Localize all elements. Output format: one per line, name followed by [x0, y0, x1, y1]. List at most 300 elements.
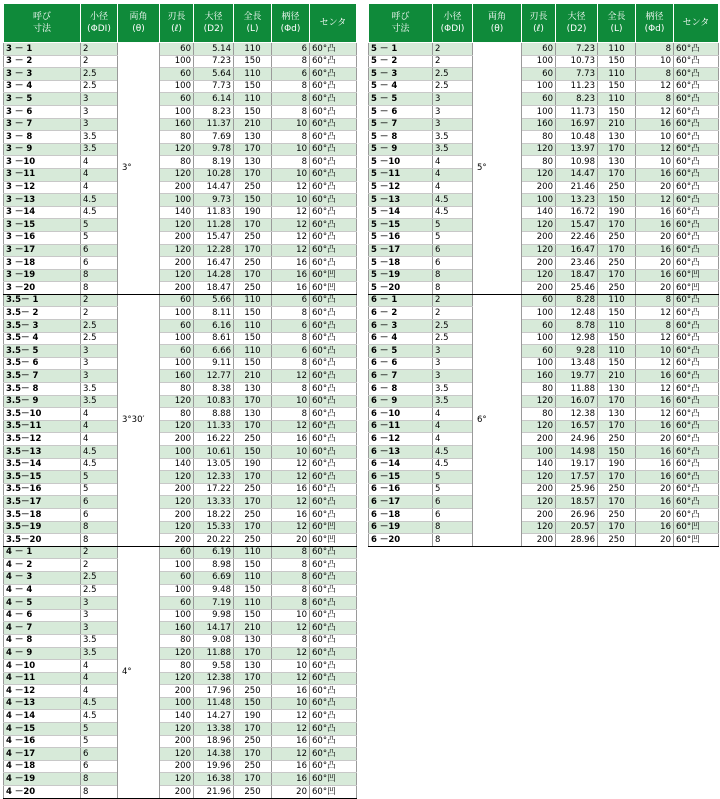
total-length-cell: 110 [234, 345, 272, 358]
center-cell: 60°凸 [310, 496, 357, 509]
total-length-cell: 210 [234, 370, 272, 383]
size-cell: 6 －17 [369, 496, 433, 509]
total-length-cell: 170 [598, 143, 636, 156]
small-diameter-cell: 8 [433, 269, 473, 282]
small-diameter-cell: 2.5 [433, 320, 473, 333]
edge-length-cell: 160 [160, 622, 194, 635]
edge-length-cell: 60 [160, 320, 194, 333]
small-diameter-cell: 8 [81, 269, 118, 282]
edge-length-cell: 80 [160, 383, 194, 396]
edge-length-cell: 200 [522, 508, 556, 521]
small-diameter-cell: 5 [81, 483, 118, 496]
table-row [4, 471, 357, 484]
large-diameter-cell: 10.73 [556, 55, 598, 68]
small-diameter-cell: 2.5 [433, 332, 473, 345]
large-diameter-cell: 9.48 [194, 584, 234, 597]
shank-diameter-cell: 20 [636, 508, 674, 521]
table-row [369, 206, 719, 219]
size-cell: 6 －15 [369, 471, 433, 484]
table-row [369, 320, 719, 333]
large-diameter-cell: 9.78 [194, 143, 234, 156]
center-cell: 60°凸 [674, 194, 719, 207]
small-diameter-cell: 4 [433, 420, 473, 433]
small-diameter-cell: 5 [433, 219, 473, 232]
table-row [4, 345, 357, 358]
size-cell: 6 － 8 [369, 383, 433, 396]
large-diameter-cell: 12.28 [194, 244, 234, 257]
large-diameter-cell: 8.61 [194, 332, 234, 345]
large-diameter-cell: 11.23 [556, 80, 598, 93]
size-cell: 3.5－10 [4, 408, 81, 421]
small-diameter-cell: 6 [81, 496, 118, 509]
size-cell: 4 －19 [4, 773, 81, 786]
shank-diameter-cell: 10 [272, 194, 310, 207]
small-diameter-cell: 3 [81, 105, 118, 118]
header-edge [160, 4, 194, 43]
shank-diameter-cell: 16 [636, 168, 674, 181]
large-diameter-cell: 21.46 [556, 181, 598, 194]
table-row [369, 307, 719, 320]
center-cell: 60°凹 [310, 521, 357, 534]
size-cell: 3 －12 [4, 181, 81, 194]
center-cell: 60°凹 [310, 773, 357, 786]
table-row [4, 647, 357, 660]
total-length-cell: 150 [598, 80, 636, 93]
header-shank [636, 4, 674, 43]
size-cell: 4 －11 [4, 672, 81, 685]
small-diameter-cell: 2.5 [433, 80, 473, 93]
header-edge [522, 4, 556, 43]
shank-diameter-cell: 12 [272, 647, 310, 660]
edge-length-cell: 60 [522, 294, 556, 307]
table-row [369, 194, 719, 207]
edge-length-cell: 140 [522, 206, 556, 219]
edge-length-cell: 120 [160, 420, 194, 433]
table-row [4, 458, 357, 471]
center-cell: 60°凸 [310, 571, 357, 584]
total-length-cell: 110 [598, 345, 636, 358]
center-cell: 60°凸 [310, 634, 357, 647]
total-length-cell: 170 [598, 244, 636, 257]
center-cell: 60°凸 [310, 168, 357, 181]
total-length-cell: 170 [598, 395, 636, 408]
total-length-cell: 170 [234, 269, 272, 282]
total-length-cell: 170 [598, 521, 636, 534]
small-diameter-cell: 3 [433, 105, 473, 118]
shank-diameter-cell: 8 [272, 584, 310, 597]
center-cell: 60°凹 [310, 269, 357, 282]
table-row [4, 433, 357, 446]
large-diameter-cell: 13.97 [556, 143, 598, 156]
size-cell: 5 －13 [369, 194, 433, 207]
large-diameter-cell: 9.98 [194, 609, 234, 622]
center-cell: 60°凸 [310, 370, 357, 383]
edge-length-cell: 200 [160, 282, 194, 295]
large-diameter-cell: 14.28 [194, 269, 234, 282]
small-diameter-cell: 4 [433, 181, 473, 194]
size-cell: 3.5－ 8 [4, 383, 81, 396]
large-diameter-cell: 6.69 [194, 571, 234, 584]
large-diameter-cell: 17.96 [194, 685, 234, 698]
large-diameter-cell: 5.64 [194, 68, 234, 81]
shank-diameter-cell: 16 [272, 433, 310, 446]
size-cell: 4 － 1 [4, 546, 81, 559]
edge-length-cell: 120 [522, 471, 556, 484]
header-shank-line: 柄径 [645, 12, 664, 22]
center-cell: 60°凸 [310, 181, 357, 194]
edge-length-cell: 80 [522, 156, 556, 169]
edge-length-cell: 140 [160, 458, 194, 471]
small-diameter-cell: 3 [433, 345, 473, 358]
large-diameter-cell: 19.17 [556, 458, 598, 471]
total-length-cell: 250 [234, 231, 272, 244]
total-length-cell: 110 [598, 43, 636, 56]
large-diameter-cell: 16.97 [556, 118, 598, 131]
large-diameter-cell: 7.73 [556, 68, 598, 81]
size-cell: 3.5－20 [4, 534, 81, 547]
small-diameter-cell: 5 [81, 735, 118, 748]
edge-length-cell: 80 [160, 156, 194, 169]
total-length-cell: 150 [234, 80, 272, 93]
small-diameter-cell: 4.5 [433, 446, 473, 459]
center-cell: 60°凸 [674, 446, 719, 459]
size-cell: 3.5－16 [4, 483, 81, 496]
total-length-cell: 170 [234, 471, 272, 484]
shank-diameter-cell: 8 [636, 68, 674, 81]
size-cell: 3 －17 [4, 244, 81, 257]
edge-length-cell: 120 [160, 723, 194, 736]
table-row [4, 710, 357, 723]
total-length-cell: 150 [234, 559, 272, 572]
table-row [369, 345, 719, 358]
edge-length-cell: 100 [522, 307, 556, 320]
center-cell: 60°凸 [310, 105, 357, 118]
table-row [369, 93, 719, 106]
small-diameter-cell: 4 [433, 408, 473, 421]
edge-length-cell: 100 [160, 584, 194, 597]
angle-cell: 3° [118, 43, 160, 295]
edge-length-cell: 200 [160, 760, 194, 773]
table-row [4, 672, 357, 685]
center-cell: 60°凸 [310, 597, 357, 610]
table-row [4, 118, 357, 131]
total-length-cell: 190 [234, 206, 272, 219]
table-row [4, 320, 357, 333]
edge-length-cell: 120 [160, 395, 194, 408]
shank-diameter-cell: 12 [636, 105, 674, 118]
center-cell: 60°凸 [674, 408, 719, 421]
center-cell: 60°凸 [674, 219, 719, 232]
edge-length-cell: 120 [522, 420, 556, 433]
table-row [4, 370, 357, 383]
center-cell: 60°凸 [310, 710, 357, 723]
shank-diameter-cell: 10 [272, 660, 310, 673]
small-diameter-cell: 3.5 [81, 383, 118, 396]
size-cell: 5 －15 [369, 219, 433, 232]
size-cell: 3 － 4 [4, 80, 81, 93]
large-diameter-cell: 11.88 [194, 647, 234, 660]
shank-diameter-cell: 12 [272, 458, 310, 471]
small-diameter-cell: 6 [433, 508, 473, 521]
size-cell: 6 －14 [369, 458, 433, 471]
large-diameter-cell: 7.23 [556, 43, 598, 56]
shank-diameter-cell: 10 [636, 131, 674, 144]
shank-diameter-cell: 8 [272, 597, 310, 610]
total-length-cell: 250 [234, 760, 272, 773]
total-length-cell: 150 [598, 446, 636, 459]
edge-length-cell: 60 [160, 546, 194, 559]
size-cell: 4 －15 [4, 723, 81, 736]
total-length-cell: 110 [598, 93, 636, 106]
edge-length-cell: 200 [522, 483, 556, 496]
edge-length-cell: 200 [160, 231, 194, 244]
edge-length-cell: 120 [160, 773, 194, 786]
total-length-cell: 110 [234, 597, 272, 610]
small-diameter-cell: 6 [81, 508, 118, 521]
edge-length-cell: 120 [160, 647, 194, 660]
small-diameter-cell: 4 [433, 168, 473, 181]
shank-diameter-cell: 12 [636, 332, 674, 345]
large-diameter-cell: 11.88 [556, 383, 598, 396]
total-length-cell: 170 [234, 143, 272, 156]
table-row [4, 584, 357, 597]
shank-diameter-cell: 20 [272, 534, 310, 547]
large-diameter-cell: 9.28 [556, 345, 598, 358]
shank-diameter-cell: 10 [636, 55, 674, 68]
small-diameter-cell: 3.5 [433, 383, 473, 396]
large-diameter-cell: 17.22 [194, 483, 234, 496]
large-diameter-cell: 7.19 [194, 597, 234, 610]
size-cell: 6 －11 [369, 420, 433, 433]
total-length-cell: 110 [234, 320, 272, 333]
edge-length-cell: 160 [160, 370, 194, 383]
edge-length-cell: 120 [160, 269, 194, 282]
size-cell: 4 － 8 [4, 634, 81, 647]
table-row [4, 496, 357, 509]
total-length-cell: 110 [234, 43, 272, 56]
center-cell: 60°凹 [674, 282, 719, 295]
shank-diameter-cell: 8 [636, 93, 674, 106]
size-cell: 5 － 7 [369, 118, 433, 131]
large-diameter-cell: 15.33 [194, 521, 234, 534]
small-diameter-cell: 2.5 [81, 332, 118, 345]
large-diameter-cell: 12.38 [556, 408, 598, 421]
shank-diameter-cell: 16 [272, 685, 310, 698]
size-cell: 3.5－ 5 [4, 345, 81, 358]
table-row [4, 395, 357, 408]
shank-diameter-cell: 16 [272, 483, 310, 496]
shank-diameter-cell: 12 [636, 80, 674, 93]
large-diameter-cell: 6.66 [194, 345, 234, 358]
center-cell: 60°凹 [310, 534, 357, 547]
center-cell: 60°凸 [674, 357, 719, 370]
total-length-cell: 150 [598, 194, 636, 207]
size-cell: 5 －12 [369, 181, 433, 194]
size-cell: 5 －14 [369, 206, 433, 219]
small-diameter-cell: 3.5 [81, 647, 118, 660]
center-cell: 60°凸 [674, 496, 719, 509]
size-cell: 4 － 2 [4, 559, 81, 572]
table-row [369, 420, 719, 433]
header-angle-line: (θ) [132, 24, 145, 34]
small-diameter-cell: 5 [81, 471, 118, 484]
center-cell: 60°凸 [674, 458, 719, 471]
table-row [369, 458, 719, 471]
total-length-cell: 110 [234, 68, 272, 81]
small-diameter-cell: 8 [81, 534, 118, 547]
size-cell: 5 － 6 [369, 105, 433, 118]
large-diameter-cell: 11.48 [194, 697, 234, 710]
total-length-cell: 170 [234, 496, 272, 509]
total-length-cell: 170 [234, 748, 272, 761]
edge-length-cell: 200 [160, 257, 194, 270]
table-row [369, 43, 719, 56]
table-row [4, 735, 357, 748]
table-row [4, 546, 357, 559]
shank-diameter-cell: 12 [272, 206, 310, 219]
small-diameter-cell: 3 [433, 118, 473, 131]
small-diameter-cell: 2.5 [81, 320, 118, 333]
large-diameter-cell: 24.96 [556, 433, 598, 446]
size-cell: 3.5－11 [4, 420, 81, 433]
shank-diameter-cell: 8 [272, 307, 310, 320]
total-length-cell: 170 [234, 168, 272, 181]
small-diameter-cell: 4 [81, 672, 118, 685]
size-cell: 6 －19 [369, 521, 433, 534]
center-cell: 60°凸 [310, 433, 357, 446]
edge-length-cell: 200 [160, 181, 194, 194]
center-cell: 60°凸 [674, 508, 719, 521]
shank-diameter-cell: 12 [272, 521, 310, 534]
shank-diameter-cell: 12 [636, 143, 674, 156]
table-row [4, 408, 357, 421]
center-cell: 60°凸 [310, 332, 357, 345]
total-length-cell: 250 [234, 433, 272, 446]
size-cell: 5 －18 [369, 257, 433, 270]
size-cell: 5 － 4 [369, 80, 433, 93]
header-large [194, 4, 234, 43]
header-edge-line: (ℓ) [533, 24, 544, 34]
center-cell: 60°凸 [310, 508, 357, 521]
center-cell: 60°凸 [310, 748, 357, 761]
center-cell: 60°凸 [310, 43, 357, 56]
shank-diameter-cell: 10 [636, 345, 674, 358]
header-small-line: (ΦDI) [440, 24, 465, 34]
size-cell: 5 －17 [369, 244, 433, 257]
total-length-cell: 190 [234, 710, 272, 723]
table-row [369, 68, 719, 81]
small-diameter-cell: 3.5 [81, 395, 118, 408]
size-cell: 5 －19 [369, 269, 433, 282]
header-size [369, 4, 433, 43]
large-diameter-cell: 19.77 [556, 370, 598, 383]
edge-length-cell: 60 [160, 43, 194, 56]
header-center [674, 4, 719, 43]
table-row [369, 357, 719, 370]
large-diameter-cell: 14.17 [194, 622, 234, 635]
total-length-cell: 170 [598, 471, 636, 484]
edge-length-cell: 100 [160, 697, 194, 710]
shank-diameter-cell: 16 [272, 257, 310, 270]
shank-diameter-cell: 16 [636, 118, 674, 131]
large-diameter-cell: 15.47 [194, 231, 234, 244]
small-diameter-cell: 4 [81, 181, 118, 194]
small-diameter-cell: 5 [433, 483, 473, 496]
total-length-cell: 250 [234, 282, 272, 295]
size-cell: 4 － 6 [4, 609, 81, 622]
small-diameter-cell: 6 [81, 760, 118, 773]
table-row [369, 446, 719, 459]
edge-length-cell: 120 [160, 143, 194, 156]
shank-diameter-cell: 8 [636, 320, 674, 333]
edge-length-cell: 200 [160, 534, 194, 547]
size-cell: 6 － 7 [369, 370, 433, 383]
edge-length-cell: 60 [160, 294, 194, 307]
center-cell: 60°凸 [310, 118, 357, 131]
center-cell: 60°凸 [310, 143, 357, 156]
large-diameter-cell: 8.23 [556, 93, 598, 106]
shank-diameter-cell: 16 [636, 420, 674, 433]
table-row [4, 773, 357, 786]
header-size-line: 呼び [391, 12, 410, 22]
table-row [369, 471, 719, 484]
shank-diameter-cell: 16 [272, 269, 310, 282]
total-length-cell: 170 [598, 496, 636, 509]
center-cell: 60°凸 [310, 483, 357, 496]
total-length-cell: 150 [598, 357, 636, 370]
small-diameter-cell: 4.5 [81, 206, 118, 219]
shank-diameter-cell: 10 [636, 156, 674, 169]
edge-length-cell: 120 [160, 219, 194, 232]
size-cell: 3 －14 [4, 206, 81, 219]
size-cell: 3.5－ 2 [4, 307, 81, 320]
edge-length-cell: 60 [160, 597, 194, 610]
center-cell: 60°凸 [310, 546, 357, 559]
table-row [4, 282, 357, 295]
table-row [4, 131, 357, 144]
shank-diameter-cell: 16 [636, 458, 674, 471]
table-row [369, 118, 719, 131]
small-diameter-cell: 4.5 [81, 446, 118, 459]
size-cell: 5 －16 [369, 231, 433, 244]
edge-length-cell: 200 [522, 282, 556, 295]
center-cell: 60°凸 [310, 672, 357, 685]
total-length-cell: 250 [234, 181, 272, 194]
size-cell: 4 － 4 [4, 584, 81, 597]
table-row [4, 508, 357, 521]
table-row [369, 219, 719, 232]
edge-length-cell: 120 [522, 521, 556, 534]
table-row [4, 521, 357, 534]
header-edge-line: 刃長 [529, 12, 548, 22]
shank-diameter-cell: 16 [636, 370, 674, 383]
small-diameter-cell: 8 [81, 282, 118, 295]
total-length-cell: 250 [234, 257, 272, 270]
table-row [369, 181, 719, 194]
edge-length-cell: 120 [522, 219, 556, 232]
center-cell: 60°凸 [674, 55, 719, 68]
shank-diameter-cell: 8 [272, 131, 310, 144]
small-diameter-cell: 2 [81, 559, 118, 572]
shank-diameter-cell: 12 [272, 710, 310, 723]
total-length-cell: 210 [234, 622, 272, 635]
shank-diameter-cell: 16 [272, 735, 310, 748]
table-row [4, 634, 357, 647]
header-center [310, 4, 357, 43]
total-length-cell: 210 [598, 370, 636, 383]
shank-diameter-cell: 8 [272, 80, 310, 93]
size-cell: 3.5－ 7 [4, 370, 81, 383]
